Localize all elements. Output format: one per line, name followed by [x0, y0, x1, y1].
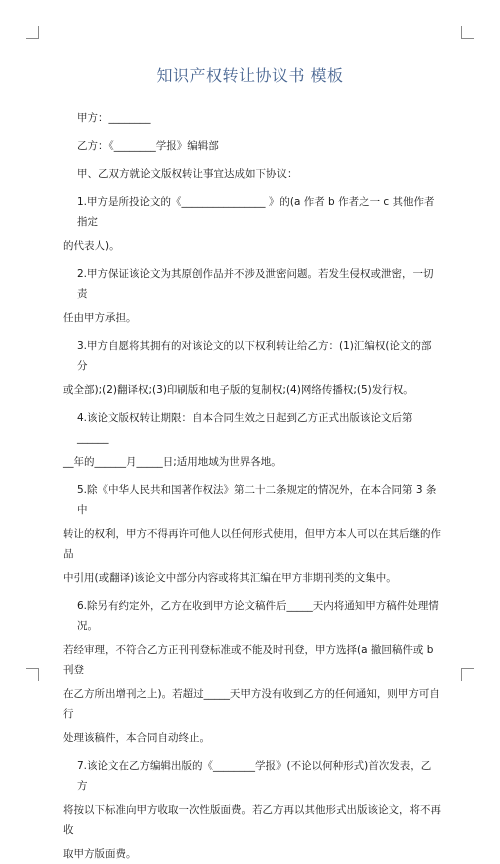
clause-3-line-2: 或全部);(2)翻译权;(3)印刷版和电子版的复制权;(4)网络传播权;(5)发行权。 — [63, 384, 414, 396]
crop-mark-top-left — [26, 26, 39, 39]
clause-6 — [63, 596, 441, 748]
clause-6-line-1: 6.除另有约定外，乙方在收到甲方论文稿件后_____天内将通知甲方稿件处理情况。 — [77, 600, 439, 632]
party-b-line: 乙方：《________学报》编辑部 — [77, 140, 219, 152]
clause-2-line-2: 任由甲方承担。 — [63, 312, 137, 324]
clause-5 — [63, 480, 441, 588]
clause-4-line-1: 4.该论文版权转让期限：自本合同生效之日起到乙方正式出版该论文后第 ______ — [77, 412, 413, 444]
clause-1 — [63, 192, 441, 256]
clause-5-line-1: 5.除《中华人民共和国著作权法》第二十二条规定的情况外，在本合同第 3 条中 — [77, 484, 437, 516]
clause-6-line-2: 若经审理，不符合乙方正刊刊登标准或不能及时刊登，甲方选择(a 撤回稿件或 b 刊登 — [63, 644, 434, 676]
clause-5-line-2: 转让的权利，甲方不得再许可他人以任何形式使用，但甲方本人可以在其后继的作品 — [63, 528, 441, 560]
intro-line: 甲、乙双方就论文版权转让事宜达成如下协议： — [77, 168, 298, 180]
clause-4 — [63, 408, 441, 472]
clause-7-line-2: 将按以下标准向甲方收取一次性版面费。若乙方再以其他形式出版该论文，将不再收 — [63, 804, 441, 836]
clause-3 — [63, 336, 441, 400]
clause-6-line-3: 在乙方所出增刊之上)。若超过_____天甲方没有收到乙方的任何通知，则甲方可自行 — [63, 688, 440, 720]
clause-1-line-1: 1.甲方是所投论文的《________________ 》的(a 作者 b 作者之一 c 其他作者指定 — [77, 196, 435, 228]
clause-7-line-1: 7.该论文在乙方编辑出版的《________学报》(不论以何种形式)首次发表，乙方 — [77, 760, 432, 792]
clause-4-line-2: __年的______月_____日;适用地域为世界各地。 — [63, 456, 282, 468]
party-a-line: 甲方：________ — [77, 112, 151, 124]
clause-2-line-1: 2.甲方保证该论文为其原创作品并不涉及泄密问题。若发生侵权或泄密，一切责 — [77, 268, 434, 300]
crop-mark-top-right — [461, 26, 474, 39]
clause-3-line-1: 3.甲方自愿将其拥有的对该论文的以下权利转让给乙方：(1)汇编权(论文的部分 — [77, 340, 432, 372]
crop-mark-bottom-left — [26, 668, 39, 681]
clause-5-line-3: 中引用(或翻译)该论文中部分内容或将其汇编在甲方非期刊类的文集中。 — [63, 572, 397, 584]
clause-1-line-2: 的代表人)。 — [63, 240, 120, 252]
clause-7-line-3: 取甲方版面费。 — [63, 848, 137, 860]
document-body — [63, 108, 441, 864]
document-title: 知识产权转让协议书 模板 — [156, 66, 344, 85]
clause-6-line-4: 处理该稿件，本合同自动终止。 — [63, 732, 210, 744]
clause-7 — [63, 756, 441, 864]
crop-mark-bottom-right — [461, 668, 474, 681]
clause-2 — [63, 264, 441, 328]
